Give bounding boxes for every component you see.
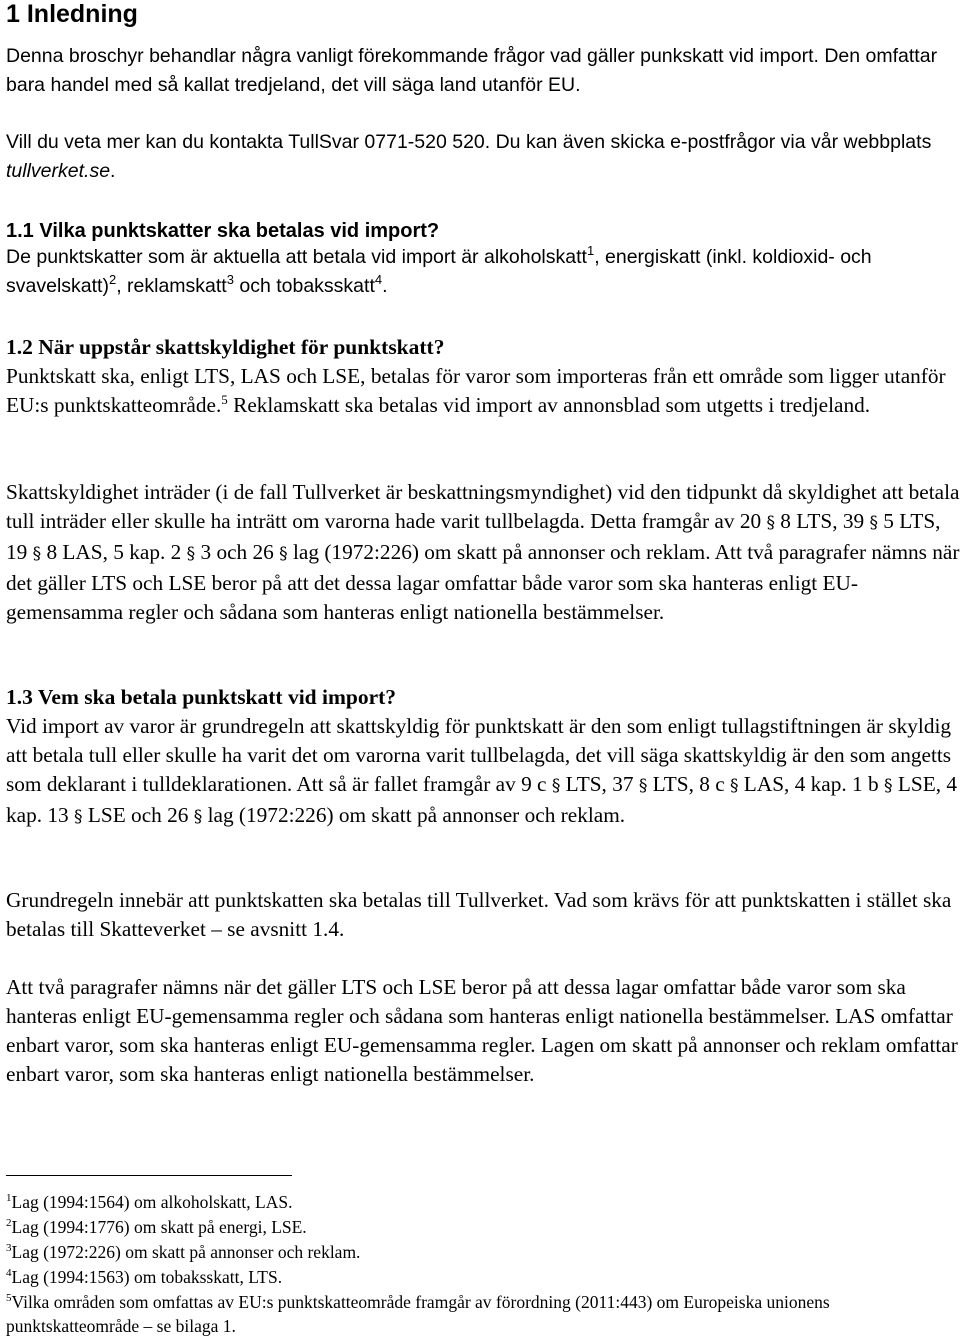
intro-text-2-end: .: [110, 160, 116, 182]
s13-p1-text-a: Vid import av varor är grundregeln att skattskyldig för punktskatt är den som enligt tullagstiftningen är skyldig att betala tull eller skulle ha varit det om varorna varit tullbelagda, det vill säga skattskyldig är den som angetts som deklarant i tulldeklarationen. Att så är fallet framgår av 9 c: [6, 714, 952, 796]
footnote-ref-3[interactable]: 3: [226, 272, 234, 287]
section-sign: §: [279, 544, 288, 564]
section-sign: §: [869, 513, 878, 533]
section-1-2-paragraph-2: [6, 478, 960, 627]
footnote-number: 1: [6, 1192, 12, 1204]
footnote-number: 3: [6, 1242, 12, 1254]
section-sign: §: [729, 776, 739, 796]
section-1-3-paragraph-1: [6, 712, 960, 832]
intro-paragraph-1: [6, 42, 960, 100]
section-1-2-paragraph-1: [6, 362, 960, 420]
footnote-text: Vilka områden som omfattas av EU:s punktskatteområde framgår av förordning (2011:443) om Europeiska unionens punktskatteområde – se bilaga 1.: [6, 1292, 830, 1336]
section-sign: §: [638, 776, 648, 796]
s11-text-d: och tobaksskatt: [233, 275, 375, 297]
footnote-number: 4: [6, 1267, 12, 1279]
footnote-ref-5[interactable]: 5: [221, 392, 228, 407]
footnote-ref-4[interactable]: 4: [374, 272, 383, 287]
section-1-1-paragraph: [6, 243, 960, 301]
s13-p1-text-f: LSE och 26: [82, 803, 194, 827]
section-1-3-title: 1.3 Vem ska betala punktskatt vid import?: [6, 685, 397, 709]
section-1-2-title: 1.2 När uppstår skattskyldighet för punktskatt?: [6, 335, 445, 359]
section-1-3-paragraph-2: Grundregeln innebär att punktskatten ska betalas till Tullverket. Vad som krävs för att punktskatten i stället ska betalas till Skatteverket – se avsnitt 1.4.: [6, 888, 952, 941]
footnote-number: 2: [6, 1217, 12, 1229]
s12-p2-text-b: 8 LTS, 39: [774, 509, 870, 533]
footnote-3: [6, 1240, 956, 1264]
s12-p2-text-e: 3 och 26: [195, 540, 280, 564]
s13-p1-text-e: LSE, 4 kap. 13: [6, 772, 957, 827]
footnote-text: Lag (1994:1564) om alkoholskatt, LAS.: [11, 1192, 293, 1212]
section-sign: §: [766, 513, 775, 533]
footnote-2: [6, 1215, 956, 1239]
footnote-text: Lag (1994:1776) om skatt på energi, LSE.: [11, 1217, 307, 1237]
s13-p1-text-d: LAS, 4 kap. 1 b: [738, 772, 885, 796]
footnote-ref-1[interactable]: 1: [586, 243, 595, 258]
section-sign: §: [74, 807, 83, 827]
footnote-number: 5: [6, 1292, 12, 1304]
s13-p1-text-g: lag (1972:226) om skatt på annonser och reklam.: [202, 803, 626, 827]
section-sign: §: [186, 544, 196, 564]
s12-p2-text-f: lag (1972:226) om skatt på annonser och reklam. Att två paragrafer nämns när det gäller LTS och LSE beror på att det dessa lagar omfattar både varor som ska hanteras enligt EU-gemensamma regler och sådana som hanteras enligt nationella bestämmelser.: [6, 540, 960, 624]
footnote-text: Lag (1994:1563) om tobaksskatt, LTS.: [11, 1267, 283, 1287]
s12-p2-text-d: 8 LAS, 5 kap. 2: [41, 540, 187, 564]
s11-text-b: , energiskatt (inkl. koldioxid- och svavelskatt): [6, 246, 872, 297]
website-link[interactable]: tullverket.se: [6, 160, 111, 182]
section-sign: §: [884, 776, 893, 796]
intro-paragraph-2: [6, 128, 960, 186]
footnote-ref-2[interactable]: 2: [108, 272, 117, 287]
s12-p1-text-a: Punktskatt ska, enligt LTS, LAS och LSE, betalas för varor som importeras från ett område som ligger utanför EU:s punktskatteområde.: [6, 364, 946, 417]
s12-p1-text-b: Reklamskatt ska betalas vid import av annonsblad som utgetts i tredjeland.: [227, 393, 871, 417]
section-sign: §: [193, 807, 203, 827]
s12-p2-text-a: Skattskyldighet inträder (i de fall Tullverket är beskattningsmyndighet) vid den tidpunkt då skyldighet att betala tull inträder eller skulle ha inträtt om varorna hade varit tullbelagda. Detta framgår av 20: [6, 480, 960, 533]
s11-text-a: De punktskatter som är aktuella att betala vid import är alkoholskatt: [6, 246, 587, 268]
s11-text-e: .: [382, 275, 388, 297]
intro-text-1: Denna broschyr behandlar några vanligt förekommande frågor vad gäller punkskatt vid import. Den omfattar bara handel med så kallat tredjeland, det vill säga land utanför EU.: [6, 45, 938, 96]
s13-p1-text-b: LTS, 37: [560, 772, 639, 796]
chapter-heading: 1 Inledning: [6, 0, 138, 28]
s11-text-c: , reklamskatt: [116, 275, 227, 297]
footnote-text: Lag (1972:226) om skatt på annonser och reklam.: [11, 1242, 361, 1262]
footnote-1: [6, 1190, 956, 1214]
s12-p2-text-c: 5 LTS, 19: [6, 509, 941, 564]
footnote-divider: [6, 1175, 292, 1176]
section-sign: §: [551, 776, 561, 796]
section-1-1-title: 1.1 Vilka punktskatter ska betalas vid import?: [6, 220, 440, 242]
s13-p1-text-c: LTS, 8 c: [647, 772, 730, 796]
footnote-5: [6, 1290, 956, 1338]
section-1-3-paragraph-3: Att två paragrafer nämns när det gäller LTS och LSE beror på att dessa lagar omfattar både varor som ska hanteras enligt EU-gemensamma regler och sådana som hanteras enligt nationella bestämmelser. LAS omfattar enbart varor, som ska hanteras enligt EU-gemensamma regler. Lagen om skatt på annonser och reklam omfattar enbart varor, som ska hanteras enligt nationella bestämmelser.: [6, 975, 958, 1086]
section-sign: §: [32, 544, 42, 564]
intro-text-2: Vill du veta mer kan du kontakta TullSvar 0771-520 520. Du kan även skicka e-postfrågor via vår webbplats: [6, 131, 932, 153]
footnote-4: [6, 1265, 956, 1289]
